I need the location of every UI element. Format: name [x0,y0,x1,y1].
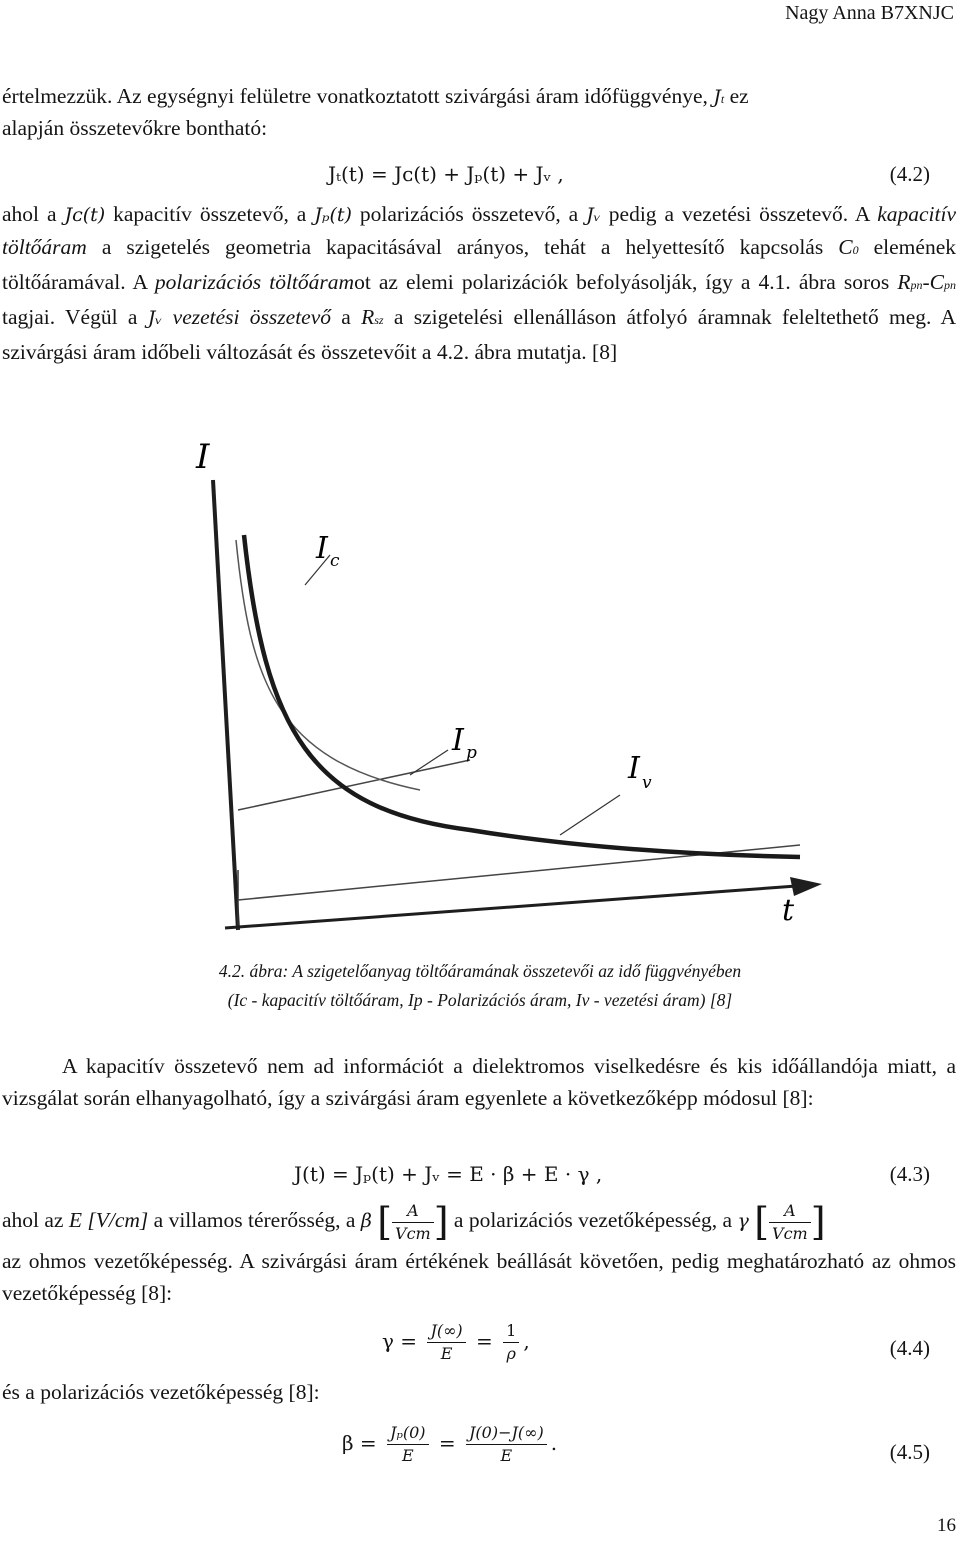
equation-4-5-number: (4.5) [889,1440,930,1464]
symbol-cpn: -C [922,270,944,294]
eq-tail: . [550,1431,558,1455]
x-axis-arrow [790,877,822,896]
text: kapacitív összetevő, a [105,202,315,226]
eq-fraction [427,1320,465,1365]
symbol-rsz: R [361,305,375,329]
paragraph-ohmic: az ohmos vezetőképesség. A szivárgási áram értékének beállását követően, pedig meghatározható az ohmos vezetőképesség [8]: [2,1249,956,1305]
text: elemének töltőáramával. A [2,235,956,294]
numerator: Jₚ(0) [387,1422,428,1445]
eq-fraction [503,1320,519,1365]
eq-fraction [466,1422,547,1467]
symbol-jc: Jᴄ(t) [64,204,106,226]
label-ic: I [316,531,328,566]
text: ot az elemi polarizációk befolyásolják, így a 4.1. ábra soros [354,270,898,294]
intro-text: értelmezzük. Az egységnyi felületre vonatkoztatott szivárgási áram időfüggvénye, [2,84,714,108]
text: a [331,305,362,329]
page-number: 16 [937,1515,956,1536]
eq-sign: = [438,1431,456,1455]
figure-caption-line1: 4.2. ábra: A szigetelőanyag töltőáramának összetevői az idő függvényében [218,961,742,981]
label-iv: I [628,751,640,786]
symbol-jt-sub: t [720,92,725,106]
symbol-rsz-sub: sz [374,313,384,327]
unit-den: Vcm [772,1223,808,1243]
paragraph-simplification: A kapacitív összetevő nem ad információt a dielektromos viselkedésre és kis időállandója miatt, a vizsgálat során elhanyagolható, így a szivárgási áram egyenlete a következőképp módosul [8]: [2,1054,956,1110]
symbol-c0-sub: 0 [852,243,859,257]
symbol-jv: Jᵥ [147,307,163,329]
bracket-open: [ [377,1200,393,1245]
unit-num: A [392,1200,434,1223]
symbol-jp: Jₚ(t) [314,204,352,226]
denominator: E [440,1344,453,1363]
symbol-jv: Jᵥ [586,204,601,226]
x-axis [225,885,810,928]
unit-num: A [769,1200,811,1223]
symbol-jt: J [713,86,721,108]
label-ip-sub: p [466,743,477,763]
text: a villamos térerősség, a [148,1208,361,1232]
text: pedig a vezetési összetevő. A [600,202,878,226]
y-axis-label: I [196,437,210,477]
symbol-beta: β [360,1210,372,1232]
paragraph-intro-line2: alapján összetevőkre bontható: [2,116,268,140]
label-ic-sub: c [330,551,340,571]
numerator: J(∞) [427,1320,465,1343]
equation-4-3: J(t) = Jₚ(t) + Jᵥ = E · β + E · γ , [294,1162,603,1186]
equation-4-2-number: (4.2) [889,162,930,186]
intro-text-end: ez [724,84,749,108]
unit-den: Vcm [395,1223,431,1243]
eq-fraction [387,1422,428,1467]
figure-caption-line2: (Ic - kapacitív töltőáram, Ip - Polarizációs áram, Iv - vezetési áram) [8] [227,990,733,1010]
denominator: E [401,1446,414,1465]
paragraph-components [2,198,956,368]
figure-leakage-current [0,430,960,950]
term-capacitive: kapacitív töltőáram [2,202,956,259]
equation-4-4 [382,1320,530,1365]
eq-lhs: γ = [382,1329,418,1353]
beta-unit-fraction [392,1200,434,1245]
e-unit: E [V/cm] [68,1208,149,1232]
text: a szigetelési ellenálláson átfolyó áramnak feleltethető meg. A szivárgási áram időbeli változását és összetevőit a 4.2. ábra mutatja. [8] [2,305,956,364]
denominator: E [500,1446,513,1465]
eq-sign: = [476,1329,493,1353]
equation-4-3-number: (4.3) [889,1162,930,1186]
equation-4-2: Jₜ(t) = Jᴄ(t) + Jₚ(t) + Jᵥ , [328,162,564,186]
ip-leader [410,750,448,775]
equation-4-4-number: (4.4) [889,1336,930,1360]
bracket-close: ] [433,1200,449,1245]
numerator: J(0)−J(∞) [466,1422,547,1445]
symbol-rpn: R [897,270,911,294]
x-axis-label: t [782,893,795,928]
ic-curve [236,540,420,790]
text: polarizációs összetevő, a [351,202,587,226]
symbol-rpn-sub: pn [910,278,923,292]
label-iv-sub: v [642,773,652,793]
text: ahol a [2,202,65,226]
term-conduction: vezetési összetevő [162,305,332,329]
units-line [2,1196,826,1246]
line-polarization-conductivity: és a polarizációs vezetőképesség [8]: [2,1380,320,1404]
header-author: Nagy Anna B7XNJC [785,2,954,24]
symbol-gamma: γ [737,1210,749,1232]
ip-line [238,760,470,810]
eq-lhs: β = [342,1431,377,1455]
text: tagjai. Végül a [2,305,148,329]
label-ip: I [452,723,464,758]
symbol-cpn-sub: pn [944,278,956,292]
bracket-close: ] [810,1200,826,1245]
numerator: 1 [503,1320,519,1343]
term-polarization: polarizációs töltőáram [154,270,355,294]
bracket-open: [ [754,1200,770,1245]
text: a szigetelés geometria kapacitásával arányos, tehát a helyettesítő kapcsolás [86,235,839,259]
symbol-c0: C [838,235,853,259]
equation-4-5 [342,1422,557,1467]
text: ahol az [2,1208,69,1232]
eq-tail: , [523,1329,530,1353]
paragraph-intro-line1 [2,84,958,109]
text: a polarizációs vezetőképesség, a [448,1208,738,1232]
y-axis [213,480,238,930]
gamma-unit-fraction [769,1200,811,1245]
iv-leader [560,795,620,835]
denominator: ρ [506,1344,516,1363]
total-current-curve [244,535,800,857]
